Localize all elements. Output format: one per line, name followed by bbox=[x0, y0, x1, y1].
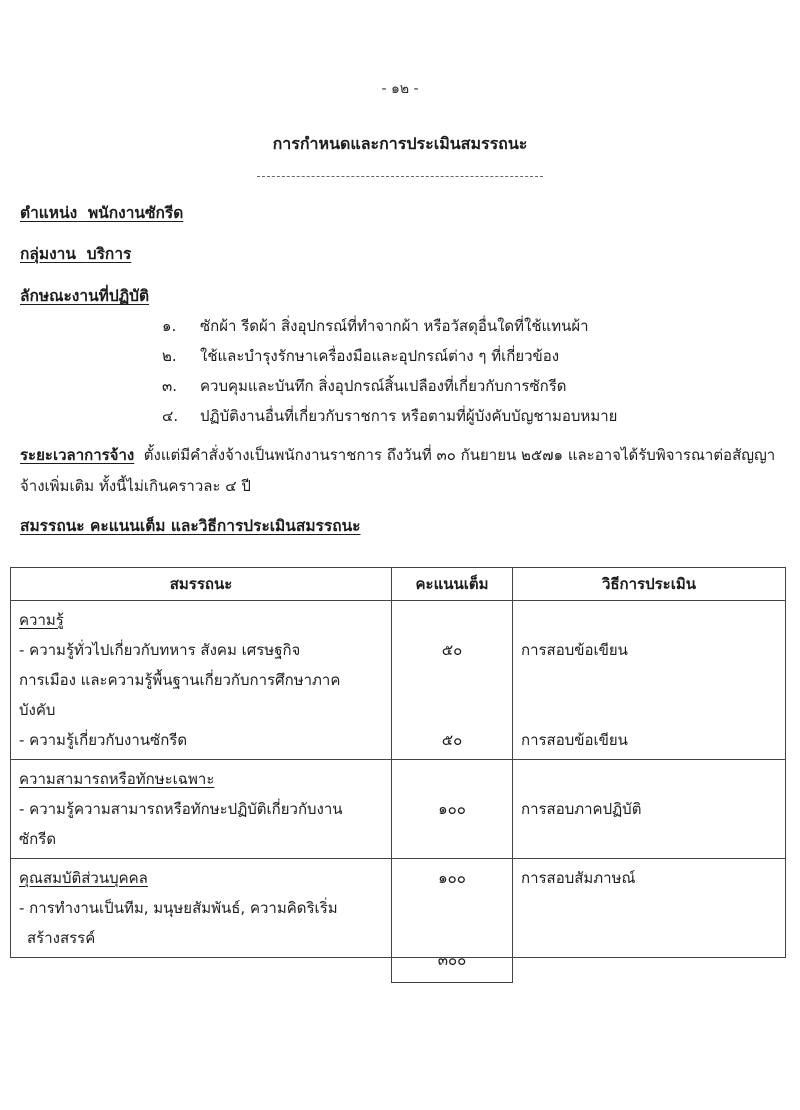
table-row bbox=[11, 760, 786, 859]
duty-text: ปฏิบัติงานอื่นที่เกี่ยวกับราชการ หรือตามที่ผู้บังคับบัญชามอบหมาย bbox=[200, 407, 618, 425]
job-group-heading bbox=[20, 241, 131, 266]
table-row bbox=[11, 601, 786, 760]
method-value: การสอบข้อเขียน bbox=[521, 731, 628, 749]
duty-item bbox=[162, 374, 567, 398]
duty-number: ๑. bbox=[162, 317, 177, 335]
employment-period-text: ตั้งแต่มีคำสั่งจ้างเป็นพนักงานราชการ ถึงวันที่ ๓๐ กันยายน ๒๕๗๑ และอาจได้รับพิจารณาต่อสัญญาจ้างเพิ่มเติม ทั้งนี้ไม่เกินคราวละ ๔ ปี bbox=[20, 446, 776, 495]
position-label: ตำแหน่ง bbox=[20, 204, 78, 222]
competency-heading: สมรรถนะ คะแนนเต็ม และวิธีการประเมินสมรรถนะ bbox=[20, 517, 361, 535]
method-value: การสอบข้อเขียน bbox=[521, 641, 628, 659]
row-text: - ความรู้ทั่วไปเกี่ยวกับทหาร สังคม เศรษฐกิจ bbox=[19, 641, 301, 659]
job-group-label: กลุ่มงาน bbox=[20, 245, 76, 263]
row-text: การเมือง และความรู้พื้นฐานเกี่ยวกับการศึกษาภาค bbox=[19, 671, 341, 689]
duties-heading: ลักษณะงานที่ปฏิบัติ bbox=[20, 287, 150, 305]
competency-table bbox=[10, 567, 786, 958]
total-score: ๓๐๐ bbox=[391, 938, 513, 983]
duty-item bbox=[162, 314, 589, 338]
row-text: - ความรู้เกี่ยวกับงานซักรีด bbox=[19, 731, 188, 749]
score-value: ๕๐ bbox=[441, 731, 463, 749]
employment-period-label: ระยะเวลาการจ้าง bbox=[20, 446, 135, 464]
position-heading bbox=[20, 200, 183, 225]
row-text: ซักรีด bbox=[19, 830, 57, 848]
table-header-row bbox=[11, 568, 786, 601]
header-competency: สมรรถนะ bbox=[11, 568, 392, 601]
row-text: - ความรู้ความสามารถหรือทักษะปฏิบัติเกี่ยวกับงาน bbox=[19, 800, 343, 818]
category-personal: คุณสมบัติส่วนบุคคล bbox=[19, 869, 148, 887]
page-number: - ๑๒ - bbox=[381, 81, 419, 97]
method-value: การสอบสัมภาษณ์ bbox=[521, 869, 636, 887]
duty-number: ๓. bbox=[162, 377, 178, 395]
row-text: สร้างสรรค์ bbox=[27, 929, 96, 947]
position-value: พนักงานซักรีด bbox=[87, 204, 184, 222]
duty-number: ๒. bbox=[162, 347, 177, 365]
category-knowledge: ความรู้ bbox=[19, 611, 64, 629]
score-value: ๕๐ bbox=[441, 641, 463, 659]
title-separator bbox=[257, 176, 543, 177]
duty-number: ๔. bbox=[162, 407, 179, 425]
page-title: การกำหนดและการประเมินสมรรถนะ bbox=[272, 134, 528, 153]
row-text: - การทำงานเป็นทีม, มนุษยสัมพันธ์, ความคิดริเริ่ม bbox=[19, 899, 338, 917]
header-full-score: คะแนนเต็ม bbox=[392, 568, 513, 601]
duty-text: ซักผ้า รีดผ้า สิ่งอุปกรณ์ที่ทำจากผ้า หรือวัสดุอื่นใดที่ใช้แทนผ้า bbox=[200, 317, 589, 335]
duty-item bbox=[162, 404, 617, 428]
job-group-value: บริการ bbox=[86, 245, 132, 263]
score-value: ๑๐๐ bbox=[438, 869, 466, 887]
employment-period bbox=[20, 440, 790, 502]
row-text: บังคับ bbox=[19, 701, 56, 719]
duty-text: ใช้และบำรุงรักษาเครื่องมือและอุปกรณ์ต่าง ๆ ที่เกี่ยวข้อง bbox=[200, 347, 560, 365]
duty-item bbox=[162, 344, 559, 368]
method-value: การสอบภาคปฏิบัติ bbox=[521, 800, 642, 818]
category-skill: ความสามารถหรือทักษะเฉพาะ bbox=[19, 770, 215, 788]
duty-text: ควบคุมและบันทึก สิ่งอุปกรณ์สิ้นเปลืองที่เกี่ยวกับการซักรีด bbox=[200, 377, 567, 395]
header-method: วิธีการประเมิน bbox=[513, 568, 786, 601]
score-value: ๑๐๐ bbox=[438, 800, 466, 818]
